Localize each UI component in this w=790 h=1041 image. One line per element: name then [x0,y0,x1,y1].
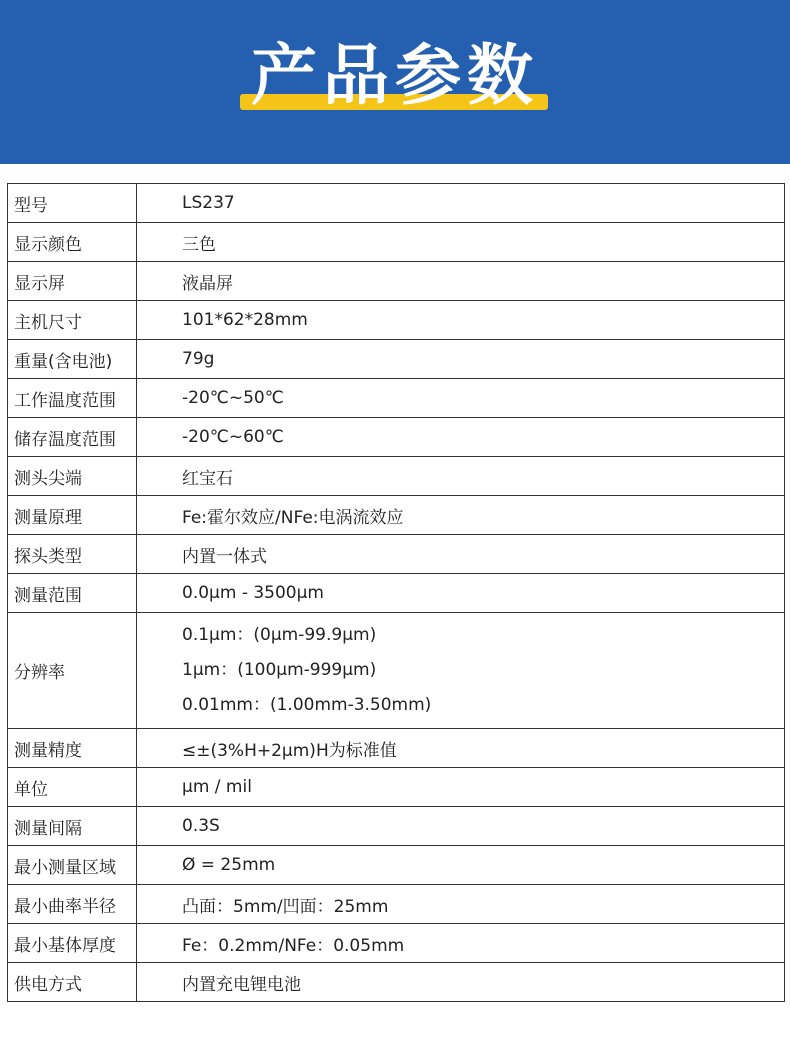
title-area [0,36,790,116]
spec-label: 工作温度范围 [8,379,137,418]
table-row [8,418,785,457]
spec-label: 主机尺寸 [8,301,137,340]
spec-label: 探头类型 [8,535,137,574]
table-row [8,574,785,613]
table-row [8,184,785,223]
spec-label: 分辨率 [8,613,137,729]
spec-label: 测量精度 [8,729,137,768]
table-row [8,729,785,768]
spec-label: 最小曲率半径 [8,885,137,924]
spec-label: 最小测量区域 [8,846,137,885]
table-row [8,379,785,418]
table-row [8,262,785,301]
table-row [8,223,785,262]
spec-value: 101*62*28mm [137,301,785,340]
spec-value: 0.3S [137,807,785,846]
resolution-line: 0.01mm：(1.00mm-3.50mm) [182,695,432,715]
spec-value: 内置充电锂电池 [137,963,785,1002]
spec-value: 内置一体式 [137,535,785,574]
table-row [8,924,785,963]
page-title: 产品参数 [251,37,539,114]
spec-label: 显示颜色 [8,223,137,262]
spec-label: 储存温度范围 [8,418,137,457]
spec-value: 79g [137,340,785,379]
table-row [8,457,785,496]
header-banner [0,0,790,164]
spec-label: 测量范围 [8,574,137,613]
spec-value: Fe:霍尔效应/NFe:电涡流效应 [137,496,785,535]
table-row [8,807,785,846]
table-row [8,768,785,807]
spec-value: 液晶屏 [137,262,785,301]
spec-label: 最小基体厚度 [8,924,137,963]
spec-value: 0.0μm - 3500μm [137,574,785,613]
spec-value: 三色 [137,223,785,262]
spec-value: μm / mil [137,768,785,807]
table-row [8,846,785,885]
table-row [8,535,785,574]
spec-label: 型号 [8,184,137,223]
spec-label: 测量原理 [8,496,137,535]
table-row [8,340,785,379]
spec-label: 测头尖端 [8,457,137,496]
spec-label: 测量间隔 [8,807,137,846]
resolution-line: 1μm：(100μm-999μm) [182,660,377,680]
resolution-line: 0.1μm：(0μm-99.9μm) [182,625,377,645]
table-row [8,301,785,340]
spec-label: 供电方式 [8,963,137,1002]
spec-value: 红宝石 [137,457,785,496]
table-row [8,963,785,1002]
spec-value: -20℃~50℃ [137,379,785,418]
table-row [8,885,785,924]
spec-value: Fe：0.2mm/NFe：0.05mm [137,924,785,963]
table-row [8,496,785,535]
spec-value-multiline [137,613,785,729]
spec-value: ≤±(3%H+2μm)H为标准值 [137,729,785,768]
spec-value: LS237 [137,184,785,223]
spec-value: 凸面：5mm/凹面：25mm [137,885,785,924]
spec-value: -20℃~60℃ [137,418,785,457]
spec-label: 显示屏 [8,262,137,301]
spec-value: Ø = 25mm [137,846,785,885]
spec-table [7,183,785,1002]
table-row [8,613,785,729]
spec-label: 重量(含电池) [8,340,137,379]
spec-label: 单位 [8,768,137,807]
